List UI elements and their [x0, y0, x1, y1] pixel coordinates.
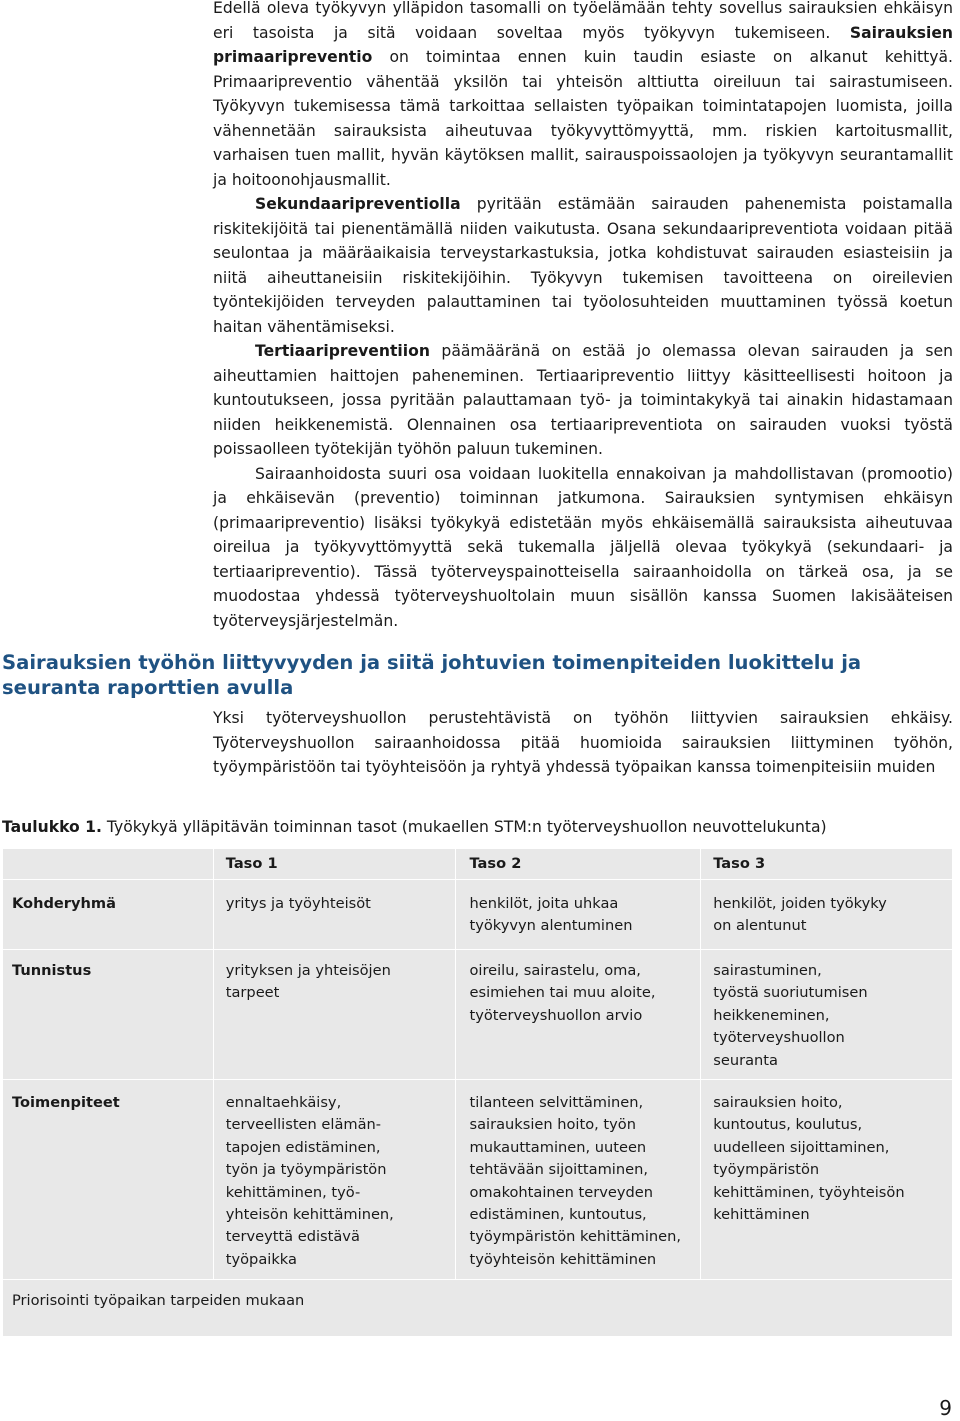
table-cell-line: tarpeet [225, 984, 280, 1002]
table-row-actions [3, 1080, 953, 1280]
table-cell-line: ennaltaehkäisy, [225, 1094, 342, 1111]
table-cell-line: työkyvyn alentuminen [469, 917, 633, 935]
table-cell-line: työterveyshuollon [713, 1029, 845, 1047]
table-cell-line: sairastuminen, [713, 962, 822, 979]
table-header-level-3: Taso 3 [701, 849, 953, 880]
table-row-label: Tunnistus [3, 950, 214, 1080]
table-cell-line: sairauksien hoito, [713, 1094, 843, 1111]
table-cell-line: työympäristön [713, 1161, 820, 1179]
section-paragraph: Yksi työterveyshuollon perustehtävistä on työhön liittyvien sairauksien ehkäisy. Työterveyshuollon sairaanhoidossa pitää huomioida sairauksien liittyminen työhön, työympäristöön tai työyhteisöön ja ryhtyä yhdessä työpaikan kanssa toimenpiteisiin muiden [213, 709, 953, 776]
term-tertiary-prevention: Tertiaaripreventiion [255, 342, 430, 360]
table-footer-row [3, 1280, 953, 1337]
table-header-empty [3, 849, 214, 880]
table-cell-line: heikkeneminen, [713, 1006, 830, 1024]
table-cell-line: tilanteen selvittäminen, [469, 1094, 644, 1111]
table-cell-line: henkilöt, joita uhkaa [469, 895, 619, 912]
table-row-label: Kohderyhmä [3, 880, 214, 950]
table-cell [456, 880, 701, 950]
table-cell-line: mukauttaminen, uuteen [469, 1138, 647, 1156]
table-cell-line: työympäristön kehittäminen, [469, 1228, 682, 1246]
table-header-level-1: Taso 1 [213, 849, 456, 880]
intro-text [213, 0, 953, 633]
table-caption-text: Työkykyä ylläpitävän toiminnan tasot (mukaellen STM:n työterveyshuollon neuvottelukunta) [101, 818, 827, 836]
table-cell-line: oireilu, sairastelu, oma, [469, 962, 641, 979]
paragraph-text: Sairaanhoidosta suuri osa voidaan luokitella ennakoivan ja mahdollistavan (promootio) ja ehkäisevän (preventio) toiminnan jatkumona. Sairauksien syntymisen ehkäisyn (primaaripreventio) lisäksi työkykyä edistetään myös ehkäisemällä sairauksista aiheutuvaa oireilua ja työkyvyttömyyttä sekä tukemalla jäljellä olevaa työkykyä (sekundaari- ja tertiaaripreventio). Tässä työterveyspainotteisella sairaanhoidolla on tärkeä osa, ja se muodostaa yhdessä työterveyshuoltolain muun sisällön kanssa Suomen lakisääteisen työterveysjärjestelmän. [213, 464, 953, 630]
table-cell-line: terveellisten elämän- [225, 1116, 382, 1134]
table-cell [456, 950, 701, 1080]
table-cell [701, 880, 953, 950]
levels-table [2, 848, 953, 1337]
table-caption [2, 816, 952, 838]
table-cell [213, 880, 456, 950]
paragraph-tertiary-prevention [213, 339, 953, 462]
table-header-level-2: Taso 2 [456, 849, 701, 880]
table-cell [456, 1080, 701, 1280]
table-row-identification [3, 950, 953, 1080]
table-cell-line: edistäminen, kuntoutus, [469, 1206, 647, 1224]
table-cell-line: työyhteisön kehittäminen [469, 1250, 657, 1268]
table-cell-line: työterveyshuollon arvio [469, 1006, 643, 1024]
table-cell-line: yhteisön kehittäminen, [225, 1206, 394, 1224]
term-primary-prevention: Sairauksien primaaripreventio [213, 23, 953, 66]
table-cell [701, 950, 953, 1080]
section-heading: Sairauksien työhön liittyvyyden ja siitä johtuvien toimenpiteiden luokittelu ja seuranta raporttien avulla [2, 651, 862, 699]
table-row-label: Toimenpiteet [3, 1080, 214, 1280]
levels-table-body [3, 849, 953, 1337]
table-cell-line: kehittäminen [713, 1206, 810, 1224]
table-cell-line: sairauksien hoito, työn [469, 1116, 636, 1134]
table-cell [701, 1080, 953, 1280]
table-cell-line: työpaikka [225, 1250, 297, 1268]
paragraph-text: pyritään estämään sairauden pahenemista poistamalla riskitekijöitä tai pienentämällä niiden vaikutusta. Osana sekundaaripreventiota voidaan pitää seulontaa ja määräaikaisia terveystarkastuksia, jotka kohdistuvat sairauden esiasteisiin ja niitä aiheuttaneisiin riskitekijöihin. Työkyvyn tukemisen tavoitteena on oireilevien työntekijöiden terveyden palauttaminen tai työolosuhteiden muuttaminen työssä koetun haitan vähentämiseksi. [213, 195, 953, 336]
table-cell-line: on alentunut [713, 917, 807, 935]
table-cell-line: uudelleen sijoittaminen, [713, 1138, 890, 1156]
table-cell-line: työstä suoriutumisen [713, 984, 868, 1002]
table-cell-line: henkilöt, joiden työkyky [713, 895, 887, 912]
table-caption-label: Taulukko 1. [2, 818, 102, 836]
table-footer-note: Priorisointi työpaikan tarpeiden mukaan [3, 1280, 953, 1337]
table-cell-line: kuntoutus, koulutus, [713, 1116, 863, 1134]
table-cell-line: kehittäminen, työ- [225, 1183, 361, 1201]
paragraph-text: Edellä oleva työkyvyn ylläpidon tasomalli on työelämään tehty sovellus sairauksien ehkäisyn eri tasoista ja sitä voidaan soveltaa myös työkyvyn tukemiseen. [213, 0, 953, 42]
paragraph-text: on toimintaa ennen kuin taudin esiaste on alkanut kehittyä. Primaaripreventio vähentää yksilön tai yhteisön alttiutta oireiluun tai sairastumiseen. Työkyvyn tukemisessa tämä tarkoittaa sellaisten työpaikan toimintatapojen luomista, joilla vähennetään sairauksista aiheutuvaa työkyvyttömyyttä, mm. riskien kartoitusmallit, varhaisen tuen mallit, hyvän käytöksen mallit, sairauspoissaolojen ja työkyvyn seurantamallit ja hoitoonohjausmallit. [213, 48, 953, 189]
table-cell-line: työn ja työympäristön [225, 1161, 387, 1179]
paragraph-text: päämääränä on estää jo olemassa olevan sairauden ja sen aiheuttamien haittojen paheneminen. Tertiaaripreventio liittyy käsitteellisesti hoitoon ja kuntoutukseen, jossa pyritään palauttamaan työ- ja toimintakykyä tai ainakin hidastamaan niiden heikkenemistä. Olennainen osa tertiaaripreventiota on sairauden vuoksi työstä poissaolleen työtekijän työhön paluun tukeminen. [213, 342, 953, 458]
table-row-target-group [3, 880, 953, 950]
table-cell [213, 1080, 456, 1280]
table-cell-line: seuranta [713, 1051, 778, 1069]
table-cell-line: tapojen edistäminen, [225, 1138, 381, 1156]
table-header-row [3, 849, 953, 880]
table-cell-line: omakohtainen terveyden [469, 1183, 653, 1201]
term-secondary-prevention: Sekundaaripreventiolla [255, 195, 461, 213]
table-cell-line: terveyttä edistävä [225, 1228, 360, 1246]
paragraph-healthcare [213, 462, 953, 634]
paragraph-primary-prevention [213, 0, 953, 192]
table-cell-line: tehtävään sijoittaminen, [469, 1161, 648, 1179]
paragraph-secondary-prevention [213, 192, 953, 339]
table-cell [213, 950, 456, 1080]
section-body [213, 706, 953, 780]
table-cell-line: esimiehen tai muu aloite, [469, 984, 656, 1002]
table-cell-line: yritys ja työyhteisöt [225, 895, 371, 912]
page-number: 9 [939, 1396, 952, 1420]
table-cell-line: yrityksen ja yhteisöjen [225, 962, 391, 979]
table-cell-line: kehittäminen, työyhteisön [713, 1183, 905, 1201]
